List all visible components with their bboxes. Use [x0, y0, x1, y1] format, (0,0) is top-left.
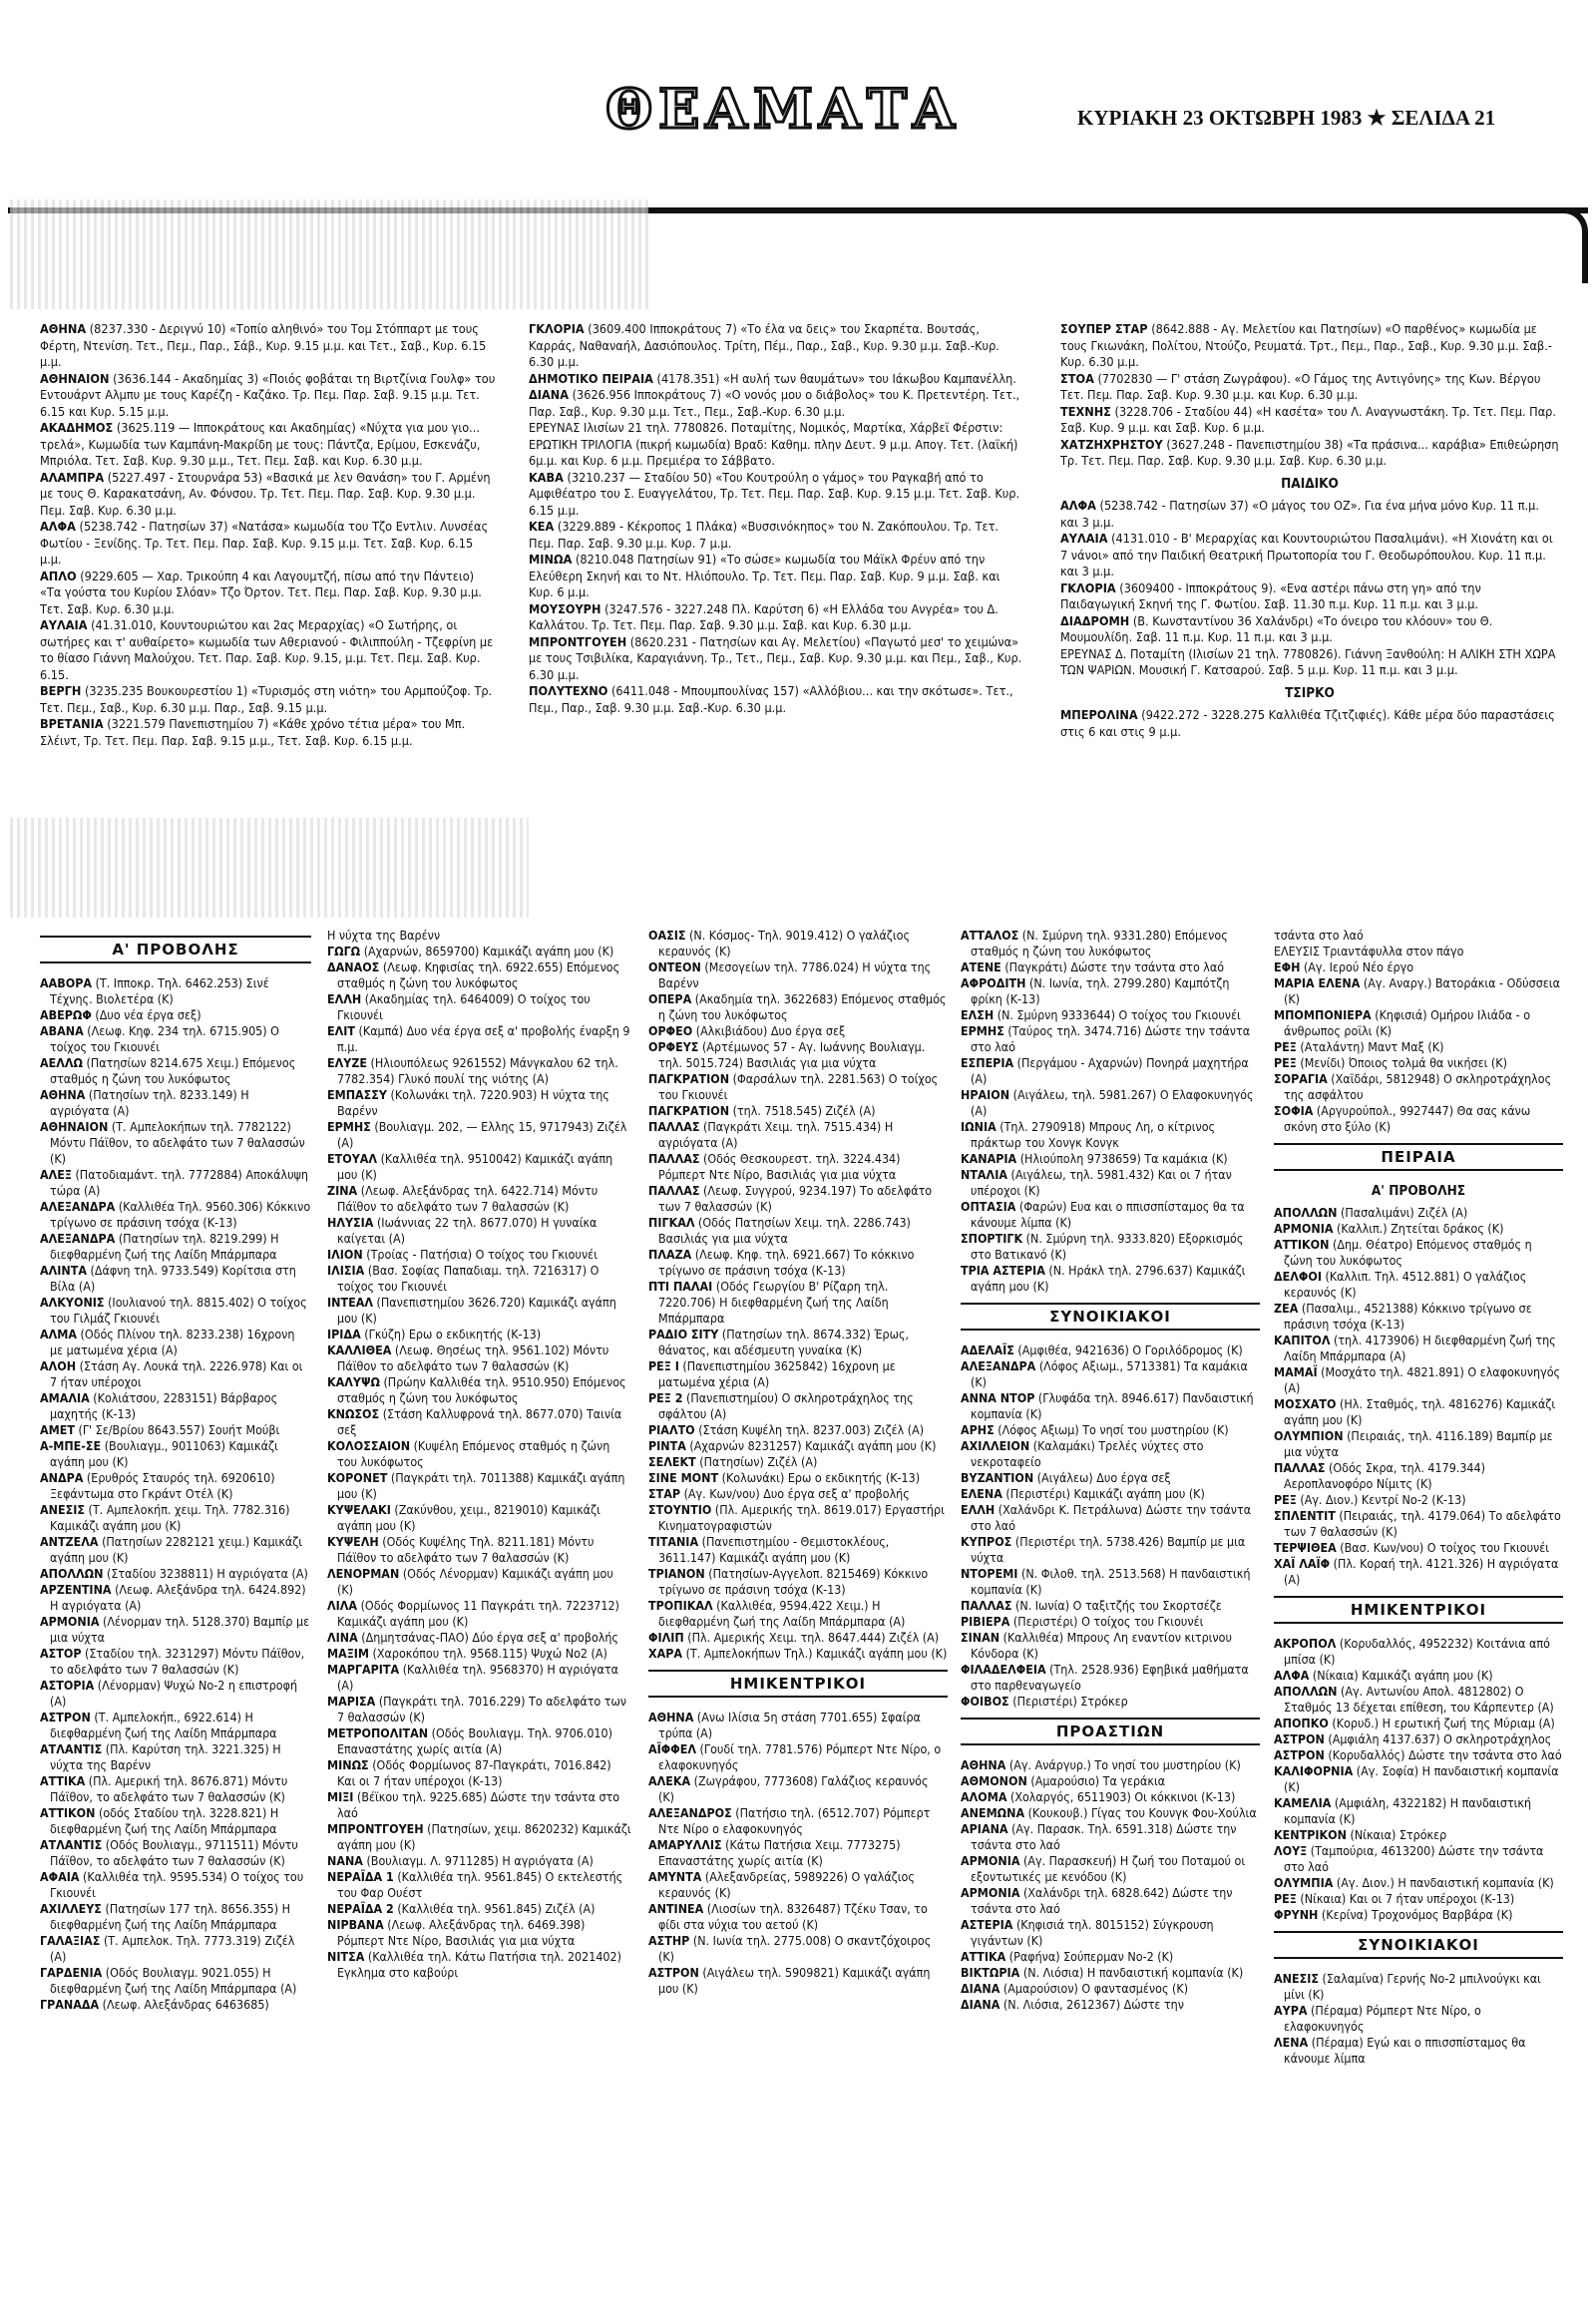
cinema-listing: ΑΤΤΙΚΑ (Ραφήνα) Σούπερμαν Νο-2 (Κ) — [961, 1949, 1174, 1964]
cinema-listing: ΤΡΙΑ ΑΣΤΕΡΙΑ (Ν. Ηράκλ τηλ. 2796.637) Καμικάζι αγάπη μου (Κ) — [961, 1263, 1246, 1294]
circus-listing: ΜΠΕΡΟΛΙΝΑ (9422.272 - 3228.275 Καλλιθέα Τζιτζιφιές). Κάθε μέρα δύο παραστάσεις στις 6 και στις 9 μ.μ. — [1060, 707, 1555, 739]
dateline: ΚΥΡΙΑΚΗ 23 ΟΚΤΩΒΡΗ 1983 ★ ΣΕΛΙΔΑ 21 — [1077, 106, 1496, 130]
children-theatre-heading: ΠΑΙΔΙΚΟ — [1281, 475, 1339, 492]
cinema-listing: ΒΙΚΤΩΡΙΑ (Ν. Λιόσια) Η πανδαιστική κομπανία (Κ) — [961, 1965, 1244, 1980]
cinema-column-4 — [961, 928, 1260, 2013]
cinema-listing: ΑΛΕΞΑΝΔΡΑ (Λόφος Αξιωμ., 5713381) Τα καμάκια (Κ) — [961, 1358, 1248, 1389]
cinema-listing: ΧΑΪ ΛΑΪΦ (Πλ. Κοραή τηλ. 4121.326) Η αγριόγατα (Α) — [1274, 1556, 1559, 1587]
cinema-listing: ΓΑΡΔΕΝΙΑ (Οδός Βουλιαγμ. 9021.055) Η διεφθαρμένη ζωή της Λαίδη Μπάρμπαρα (Α) — [40, 1965, 297, 1996]
cinema-listing: ΣΟΦΙΑ (Αργυρούπολ., 9927447) Θα σας κάνω σκόνη στο ξύλο (Κ) — [1274, 1103, 1531, 1134]
cinema-listing: ΑΠΟΠΚΟ (Κορυδ.) Η ερωτική ζωή της Μύριαμ (Α) — [1274, 1716, 1555, 1730]
faded-banner-top — [10, 199, 648, 309]
theatre-listing: ΒΕΡΓΗ (3235.235 Βουκουρεστίου 1) «Τυρισμός στη νιότη» του Αρμπούζοφ. Τρ. Τετ. Πεμ., Σαβ., Κυρ. 6.30 μ.μ. Παρ., Σαβ. 9.15 μ.μ. — [40, 683, 493, 715]
cinema-listing: ΑΜΑΡΥΛΛΙΣ (Κάτω Πατήσια Χειμ. 7773275) Επαναστάτης χωρίς αιτία (Κ) — [648, 1837, 901, 1868]
cinema-listing: ΑΣΤΟΡ (Σταδίου τηλ. 3231297) Μόντυ Πάϊθον, το αδελφάτο των 7 θαλασσών (Κ) — [40, 1646, 305, 1677]
cinema-listing: ΑΤΤΙΚΑ (Πλ. Αμερική τηλ. 8676.871) Μόντυ Πάϊθον, το αδελφάτο των 7 θαλασσών (Κ) — [40, 1773, 288, 1804]
cinema-listing: ΣΙΝΑΝ (Καλλιθέα) Μπρους Λη εναντίον κιτρινου Κόνδορα (Κ) — [961, 1630, 1232, 1661]
faded-banner-middle — [10, 818, 529, 918]
cinema-listing: ΑΝΤΖΕΛΑ (Πατησίων 2282121 χειμ.) Καμικάζι αγάπη μου (Κ) — [40, 1534, 303, 1565]
cinema-listing: ΑΒΕΡΩΦ (Δυο νέα έργα σεξ) — [40, 1007, 201, 1022]
cinema-listing: ΚΕΝΤΡΙΚΟΝ (Νίκαια) Στρόκερ — [1274, 1827, 1447, 1842]
cinema-listing: ΕΡΜΗΣ (Βουλιαγμ. 202, — Ελλης 15, 9717943) Ζιζέλ (Α) — [327, 1119, 627, 1150]
cinema-listing: ΔΙΑΝΑ (Αμαρούσιον) Ο φαντασμένος (Κ) — [961, 1981, 1189, 1996]
cinema-listing: ΑΦΑΙΑ (Καλλιθέα τηλ. 9595.534) Ο τοίχος του Γκιουνέι — [40, 1869, 304, 1900]
cinema-listing: ΣΟΡΑΓΙΑ (Χαϊδάρι, 5812948) Ο σκληροτράχηλος της ασφάλτου — [1274, 1071, 1552, 1102]
cinema-listing: ΛΕΝΑ (Πέραμα) Εγώ και ο ππισσπίσταμος θα κάνουμε λίμπα — [1274, 2035, 1526, 2066]
cinema-listing: ΑΤΤΙΚΟΝ (Δημ. Θέατρο) Επόμενος σταθμός η ζώνη του λυκόφωτος — [1274, 1237, 1532, 1268]
suburbs-heading: ΠΡΟΑΣΤΙΩΝ — [961, 1718, 1260, 1745]
cinema-listing: ΟΠΕΡΑ (Ακαδημία τηλ. 3622683) Επόμενος σταθμός η ζώνη του λυκόφωτος — [648, 991, 947, 1022]
cinema-listing: ΙΡΙΔΑ (Γκύζη) Ερω ο εκδικητής (Κ-13) — [327, 1327, 542, 1341]
cinema-listing: ΑΦΡΟΔΙΤΗ (Ν. Ιωνία, τηλ. 2799.280) Καμπότζη φρίκη (Κ-13) — [961, 975, 1230, 1006]
cinema-listing: ΡΕΞ 2 (Πανεπιστημίου) Ο σκληροτράχηλος της σφάλτου (Α) — [648, 1390, 914, 1421]
cinema-listing: ΑΤΤΑΛΟΣ (Ν. Σμύρνη τηλ. 9331.280) Επόμενος σταθμός η ζώνη του λυκόφωτος — [961, 928, 1228, 958]
cinema-listing: ΠΑΛΛΑΣ (Παγκράτι Χειμ. τηλ. 7515.434) Η αγριόγατα (Α) — [648, 1119, 894, 1150]
cinema-listing: ΑΣΤΗΡ (Ν. Ιωνία τηλ. 2775.008) Ο σκαντζόχοιρος (Κ) — [648, 1933, 932, 1964]
cinema-listing: ΕΛΛΗ (Χαλάνδρι Κ. Πετράλωνα) Δώστε την τσάντα στο λαό — [961, 1502, 1252, 1533]
cinema-listing: ΠΛΑΖΑ (Λεωφ. Κηφ. τηλ. 6921.667) Το κόκκινο τρίγωνο σε πράσινη τσόχα (Κ-13) — [648, 1247, 915, 1278]
cinema-listing: ΛΟΥΞ (Ταμπούρια, 4613200) Δώστε την τσάντα στο λαό — [1274, 1843, 1544, 1874]
cinema-listing: ΣΤΟΥΝΤΙΟ (Πλ. Αμερικής τηλ. 8619.017) Εργαστήρι Κινηματογραφιστών — [648, 1502, 945, 1533]
theatre-column-1 — [40, 321, 497, 749]
cinema-listing: ΑΠΟΛΛΩΝ (Αγ. Αντωνίου Απολ. 4812802) Ο Σταθμός 13 δέχεται επίθεση, του Κάρπεντερ (Α) — [1274, 1684, 1554, 1715]
cinema-column-3 — [648, 928, 948, 1997]
cinema-listing: ΛΙΛΑ (Οδός Φορμίωνος 11 Παγκράτι τηλ. 7223712) Καμικάζι αγάπη μου (Κ) — [327, 1598, 619, 1629]
cinema-listing: ΑΠΟΛΛΩΝ (Σταδίου 3238811) Η αγριόγατα (Α) — [40, 1566, 308, 1581]
children-listing: ΕΡΕΥΝΑΣ Δ. Ποταμίτη (Ιλισίων 21 τηλ. 7780826). Γιάννη Ξανθούλη: Η ΑΛΙΚΗ ΣΤΗ ΧΩΡΑ ΤΩΝ ΨΑΡΙΩΝ. Μουσική Γ. Κατσαρού. Σαβ. 5 μ.μ. Κυρ. 11 π.μ. και 3 μ.μ. — [1060, 645, 1556, 677]
first-run-heading: Α' ΠΡΟΒΟΛΗΣ — [40, 936, 311, 963]
cinema-listing: ΚΟΛΟΣΣΑΙΟΝ (Κυψέλη Επόμενος σταθμός η ζώνη του λυκόφωτος — [327, 1438, 610, 1469]
cinema-listing: ΛΕΝΟΡΜΑΝ (Οδός Λένορμαν) Καμικάζι αγάπη μου (Κ) — [327, 1566, 613, 1597]
children-listing: ΓΚΛΟΡΙΑ (3609400 - Ιπποκράτους 9). «Ενα αστέρι πάνω στη γη» από την Παιδαγωγική Σκηνή της Γ. Φωτίου. Σαβ. 11.30 π.μ. Κυρ. 11 π.μ. και 3 μ.μ. — [1060, 579, 1481, 611]
cinema-listing: ΕΛΣΗ (Ν. Σμύρνη 9333644) Ο τοίχος του Γκιουνέι — [961, 1007, 1241, 1022]
cinema-listing: ΑΝΤΙΝΕΑ (Λιοσίων τηλ. 8326487) Τζέκυ Τσαν, το φίδι στα νύχια του αετού (Κ) — [648, 1901, 928, 1932]
cinema-listing: Η νύχτα της Βαρένν — [327, 928, 441, 943]
cinema-listing: ΝΕΡΑΪΔΑ 1 (Καλλιθέα τηλ. 9561.845) Ο εκτελεστής του Φαρ Ουέστ — [327, 1869, 623, 1900]
theatre-listing: ΑΛΑΜΠΡΑ (5227.497 - Στουρνάρα 53) «Βασικά με λεν Θανάση» του Γ. Αρμένη με τους Θ. Καρακατσάνη, Αν. Φόνσου. Τρ. Τετ. Πεμ. Παρ. Σαβ. Κυρ. 9.30 μ.μ. Πεμ. Σαβ. Κυρ. 6.30 μ.μ. — [40, 469, 491, 518]
cinema-listing: ΑΠΟΛΛΩΝ (Πασαλιμάνι) Ζιζέλ (Α) — [1274, 1205, 1468, 1220]
cinema-listing: ΕΛΕΝΑ (Περιστέρι) Καμικάζι αγάπη μου (Κ) — [961, 1486, 1205, 1501]
theatre-listing: ΑΥΛΑΙΑ (41.31.010, Κουντουριώτου και 2ας Μεραρχίας) «Ο Σωτήρης, οι σωτήρες και τ' αυθαίρετο» κωμωδία των Αθεριανού - Φιλιππούλη - Τζεφρίνη με το θίασο Γιάννη Μαλούχου. Τετ. Παρ. Σαβ. Κυρ. 9.15, μ.μ. Τετ. Πεμ. Σαβ. Κυρ. 6.15. — [40, 617, 494, 682]
cinema-listing: ΝΤΟΡΕΜΙ (Ν. Φιλοθ. τηλ. 2513.568) Η πανδαιστική κομπανία (Κ) — [961, 1566, 1251, 1597]
cinema-listing: ΑΝΕΣΙΣ (Τ. Αμπελοκήπ. χειμ. Τηλ. 7782.316) Καμικάζι αγάπη μου (Κ) — [40, 1502, 290, 1533]
theatre-column-3 — [1060, 321, 1559, 740]
cinema-listing: ΚΑΛΛΙΘΕΑ (Λεωφ. Θησέως τηλ. 9561.102) Μόντυ Πάϊθον το αδελφάτο των 7 θαλασσών (Κ) — [327, 1342, 609, 1373]
cinema-listing: ΠΑΛΛΑΣ (Οδός Σκρα, τηλ. 4179.344) Αεροπλανοφόρο Νίμιτς (Κ) — [1274, 1460, 1485, 1491]
cinema-listing: ΙΛΙΟΝ (Τροίας - Πατήσια) Ο τοίχος του Γκιουνέι — [327, 1247, 598, 1262]
cinema-listing: ΦΙΛΑΔΕΛΦΕΙΑ (Τηλ. 2528.936) Εφηβικά μαθήματα στο παρθεναγωγείο — [961, 1662, 1249, 1693]
cinema-listing: ΑΘΗΝΑ (Ανω Ιλίσια 5η στάση 7701.655) Σφαίρα τρύπα (Α) — [648, 1710, 921, 1740]
section-title: ΘΕΑΜΑΤΑ — [605, 77, 961, 141]
cinema-listing: ΡΑΔΙΟ ΣΙΤΥ (Πατησίων τηλ. 8674.332) Έρως, θάνατος, και αδέσμευτη γυναίκα (Κ) — [648, 1327, 910, 1357]
cinema-listing: ΡΕΞ Ι (Πανεπιστημίου 3625842) 16χρονη με ματωμένα χέρια (Α) — [648, 1358, 896, 1389]
cinema-listing: ΕΛΥΖΕ (Ηλιουπόλεως 9261552) Μάνγκαλου 62 τηλ. 7782.354) Γλυκό πουλί της νιότης (Α) — [327, 1055, 618, 1086]
theatre-listing: ΑΠΛΟ (9229.605 — Χαρ. Τρικούπη 4 και Λαγουμτζή, πίσω από την Πάντειο) «Τα γούστα του Κυρίου Σλόαν» Τζο Όρτον. Τετ. Πεμ. Παρ. Σαβ. Κυρ. 9.30 μ.μ. Τετ. Σαβ. Κυρ. 6.30 μ.μ. — [40, 568, 482, 616]
piraeus-semi-central-heading: ΗΜΙΚΕΝΤΡΙΚΟΙ — [1274, 1596, 1563, 1624]
cinema-listing: ΙΩΝΙΑ (Τηλ. 2790918) Μπρους Λη, ο κίτρινος πράκτωρ του Χονγκ Κονγκ — [961, 1119, 1216, 1150]
cinema-listing: ΑΘΗΝΑ (Πατησίων τηλ. 8233.149) Η αγριόγατα (Α) — [40, 1087, 249, 1118]
cinema-listing: ΚΝΩΣΟΣ (Στάση Καλλυφρονά τηλ. 8677.070) Ταινία σεξ — [327, 1406, 622, 1437]
cinema-listing: ΟΛΥΜΠΙΑ (Αγ. Διον.) Η πανδαιστική κομπανία (Κ) — [1274, 1875, 1554, 1890]
piraeus-neighbourhood-heading: ΣΥΝΟΙΚΙΑΚΟΙ — [1274, 1931, 1563, 1959]
cinema-listing: ΟΛΥΜΠΙΟΝ (Πειραιάς, τηλ. 4116.189) Βαμπίρ με μια νύχτα — [1274, 1428, 1553, 1459]
cinema-listing: ΡΕΞ (Αγ. Διον.) Κεντρί Νο-2 (Κ-13) — [1274, 1492, 1466, 1507]
cinema-listing: ΚΟΡΟΝΕΤ (Παγκράτι τηλ. 7011388) Καμικάζι αγάπη μου (Κ) — [327, 1470, 625, 1501]
cinema-listing: ΠΤΙ ΠΑΛΑΙ (Οδός Γεωργίου Β' Ρίζαρη τηλ. 7220.706) Η διεφθαρμένη ζωή της Λαίδη Μπάρμπαρα — [648, 1279, 889, 1326]
cinema-listing: ΑΣΤΡΟΝ (Αιγάλεω τηλ. 5909821) Καμικάζι αγάπη μου (Κ) — [648, 1965, 931, 1996]
cinema-listing: ΟΡΦΕΟ (Αλκιβιάδου) Δυο έργα σεξ — [648, 1023, 846, 1038]
theatre-listing: ΜΙΝΩΑ (8210.048 Πατησίων 91) «Το σώσε» κωμωδία του Μάϊκλ Φρέυν από την Ελεύθερη Σκηνή και το Ντ. Ηλιόπουλο. Τρ. Τετ. Πεμ. Παρ. Σαβ. Κυρ. 9 μ.μ. Σαβ. και Κυρ. 6 μ.μ. — [529, 552, 1000, 599]
cinema-listing: ΑΛΟΗ (Στάση Αγ. Λουκά τηλ. 2226.978) Και οι 7 ήταν υπέροχοι — [40, 1358, 303, 1389]
cinema-listing: ΜΙΝΩΣ (Οδός Φορμίωνος 87-Παγκράτι, 7016.842) Και οι 7 ήταν υπέροχοι (Κ-13) — [327, 1757, 611, 1788]
cinema-listing: ΑΒΑΝΑ (Λεωφ. Κηφ. 234 τηλ. 6715.905) Ο τοίχος του Γκιουνέι — [40, 1023, 279, 1054]
cinema-listing: ΑΜΕΤ (Γ' Σε/Βρίου 8643.557) Σουήτ Μούβι — [40, 1422, 280, 1437]
theatre-listing: ΑΘΗΝΑ (8237.330 - Δεριγνύ 10) «Τοπίο αληθινό» του Τομ Στόππαρτ με τους Φέρτη, Ντενίση. Τετ., Πεμ., Παρ., Σάβ., Κυρ. 9.15 μ.μ. και Τετ., Σαβ., Κυρ. 6.15 μ.μ. — [40, 321, 487, 369]
cinema-listing: ΠΙΓΚΑΛ (Οδός Πατησίων Χειμ. τηλ. 2286.743) Βασιλιάς για μια νύχτα — [648, 1215, 911, 1246]
cinema-listing: ΜΠΟΜΠΟΝΙΕΡΑ (Κηφισιά) Ομήρου Ιλιάδα - ο άνθρωπος ροϊλι (Κ) — [1274, 1007, 1531, 1038]
cinema-listing: ΤΡΟΠΙΚΑΛ (Καλλιθέα, 9594.422 Χειμ.) Η διεφθαρμένη ζωή της Λαίδη Μπάρμπαρα (Α) — [648, 1598, 906, 1629]
theatre-listing: ΤΕΧΝΗΣ (3228.706 - Σταδίου 44) «Η κασέτα» του Λ. Αναγνωστάκη. Τρ. Τετ. Πεμ. Παρ. Σαβ. Κυρ. 9 μ.μ. και Σαβ. Κυρ. 6 μ.μ. — [1060, 403, 1556, 435]
cinema-listing: ΕΜΠΑΣΣΥ (Κολωνάκι τηλ. 7220.903) Η νύχτα της Βαρένν — [327, 1087, 609, 1118]
theatre-listing: ΔΗΜΟΤΙΚΟ ΠΕΙΡΑΙΑ (4178.351) «Η αυλή των θαυμάτων» του Ιάκωβου Καμπανέλλη. — [529, 370, 1016, 386]
cinema-listing: ΑΑΒΟΡΑ (Τ. Ιπποκρ. Τηλ. 6462.253) Σινέ Τέχνης. Βιολετέρα (Κ) — [40, 975, 269, 1006]
cinema-listing: ΑΧΙΛΛΕΙΟΝ (Καλαμάκι) Τρελές νύχτες στο νεκροταφείο — [961, 1438, 1204, 1469]
cinema-listing: Α-ΜΠΕ-ΣΕ (Βουλιαγμ., 9011063) Καμικάζι αγάπη μου (Κ) — [40, 1438, 278, 1469]
cinema-listing: ΚΥΨΕΛΑΚΙ (Ζακύνθου, χειμ., 8219010) Καμικάζι αγάπη μου (Κ) — [327, 1502, 600, 1533]
cinema-listing: ΜΑΡΓΑΡΙΤΑ (Καλλιθέα τηλ. 9568370) Η αγριόγατα (Α) — [327, 1662, 618, 1693]
cinema-listing: ΗΡΑΙΟΝ (Αιγάλεω, τηλ. 5981.267) Ο Ελαφοκυνηγός (Α) — [961, 1087, 1254, 1118]
cinema-listing: ΠΑΛΛΑΣ (Ν. Ιωνία) Ο ταξιτζής του Σκορτσέζε — [961, 1598, 1222, 1613]
cinema-listing: ΤΙΤΑΝΙΑ (Πανεπιστημίου - Θεμιστοκλέους, 3611.147) Καμικάζι αγάπη μου (Κ) — [648, 1534, 890, 1565]
cinema-listing: ΝΤΑΛΙΑ (Αιγάλεω, τηλ. 5981.432) Και οι 7 ήταν υπέροχοι (Κ) — [961, 1167, 1232, 1198]
cinema-listing: ΑΘΜΟΝΟΝ (Αμαρούσιο) Τα γεράκια — [961, 1773, 1166, 1788]
cinema-listing: ΛΙΝΑ (Δημητσάνας-ΠΑΟ) Δύο έργα σεξ α' προβολής — [327, 1630, 618, 1645]
cinema-listing: ΜΑΡΙΣΑ (Παγκράτι τηλ. 7016.229) Το αδελφάτο των 7 θαλασσών (Κ) — [327, 1694, 627, 1724]
cinema-listing: ΑΝΕΜΩΝΑ (Κουκουβ.) Γίγας του Κουνγκ Φου-Χούλια — [961, 1805, 1257, 1820]
cinema-listing: ΙΛΙΣΙΑ (Βασ. Σοφίας Παπαδιαμ. τηλ. 7216317) Ο τοίχος του Γκιουνέι — [327, 1263, 599, 1294]
cinema-listing: ΑΡΜΟΝΙΑ (Αγ. Παρασκευή) Η ζωή του Ποταμού οι εξοντωτικές με κενόδου (Κ) — [961, 1853, 1246, 1884]
theatre-listing: ΣΤΟΑ (7702830 — Γ' στάση Ζωγράφου). «Ο Γάμος της Αντιγόνης» της Κων. Βέργου Τετ. Πεμ. Παρ. Σαβ. Κυρ. 9.30 μ.μ. και Κυρ. 6.30 μ.μ. — [1060, 370, 1541, 402]
cinema-column-5 — [1274, 928, 1563, 2067]
cinema-listing: ΕΡΜΗΣ (Ταύρος τηλ. 3474.716) Δώστε την τσάντα στο λαό — [961, 1023, 1251, 1054]
cinema-listing: ΟΑΣΙΣ (Ν. Κόσμος- Τηλ. 9019.412) Ο γαλάζιος κεραυνός (Κ) — [648, 928, 910, 958]
cinema-listing: ΤΡΙΑΝΟΝ (Πατησίων-Αγγελοπ. 8215469) Κόκκινο τρίγωνο σε πράσινη τσόχα (Κ-13) — [648, 1566, 929, 1597]
cinema-listing: ΧΑΡΑ (Τ. Αμπελοκήπων Τηλ.) Καμικάζι αγάπη μου (Κ) — [648, 1646, 948, 1661]
cinema-listing: ΑΛΦΑ (Νίκαια) Καμικάζι αγάπη μου (Κ) — [1274, 1668, 1493, 1683]
cinema-listing: ΑΥΡΑ (Πέραμα) Ρόμπερτ Ντε Νίρο, ο ελαφοκυνηγός — [1274, 2003, 1481, 2034]
cinema-listing: ΔΕΛΦΟΙ (Καλλιπ. Τηλ. 4512.881) Ο γαλάζιος κεραυνός (Κ) — [1274, 1269, 1527, 1300]
cinema-listing: ΡΙΑΛΤΟ (Στάση Κυψέλη τηλ. 8237.003) Ζιζέλ (Α) — [648, 1422, 925, 1437]
cinema-listing: ΖΙΝΑ (Λεωφ. Αλεξάνδρας τηλ. 6422.714) Μόντυ Πάϊθον το αδελφάτο των 7 θαλασσών (Κ) — [327, 1183, 598, 1214]
theatre-listing: ΑΚΑΔΗΜΟΣ (3625.119 — Ιπποκράτους και Ακαδημίας) «Νύχτα για μου γιο... τρελά», Κωμωδία των Καμπάνη-Μακρίδη με τους: Πάντζα, Ερίμου, Εσκενάζυ, Μπριόλα. Τετ. Σαβ. Κυρ. 9.30 μ.μ., Τετ. Πεμ. Σαβ. και Κυρ. 6.30 μ.μ. — [40, 420, 481, 468]
theatre-listing: ΧΑΤΖΗΧΡΗΣΤΟΥ (3627.248 - Πανεπιστημίου 38) «Τα πράσινα... καράβια» Επιθεώρηση Τρ. Τετ. Πεμ. Παρ. Σαβ. Κυρ. 9.30 μ.μ. Σαβ. Κυρ. 6.30 μ.μ. — [1060, 436, 1559, 468]
cinema-listing: ΜΑΡΙΑ ΕΛΕΝΑ (Αγ. Αναργ.) Βατοράκια - Οδύσσεια (Κ) — [1274, 975, 1560, 1006]
cinema-listing: ΑΧΙΛΛΕΥΣ (Πατησίων 177 τηλ. 8656.355) Η διεφθαρμένη ζωή της Λαίδη Μπάρμπαρα — [40, 1901, 290, 1932]
cinema-listing: ΟΠΤΑΣΙΑ (Φαρών) Ευα και ο ππισσπίσταμος θα τα κάνουμε λίμπα (Κ) — [961, 1199, 1245, 1230]
cinema-listing: ΕΣΠΕΡΙΑ (Περγάμου - Αχαρνών) Πονηρά μαχητήρα (Α) — [961, 1055, 1249, 1086]
cinema-listing: ΑΡΜΟΝΙΑ (Λένορμαν τηλ. 5128.370) Βαμπίρ με μια νύχτα — [40, 1614, 310, 1645]
piraeus-first-run-heading: Α' ΠΡΟΒΟΛΗΣ — [1371, 1183, 1466, 1199]
cinema-listing: ΑΤΤΙΚΟΝ (οδός Σταδίου τηλ. 3228.821) Η διεφθαρμένη ζωή της Λαίδη Μπάρμπαρα — [40, 1805, 279, 1836]
cinema-listing: ΑΝΕΣΙΣ (Σαλαμίνα) Γερνής Νο-2 μπιλνούγκι και μίνι (Κ) — [1274, 1971, 1541, 2002]
cinema-listing: ΑΝΔΡΑ (Ερυθρός Σταυρός τηλ. 6920610) Ξεφάντωμα στο Γκράντ Οτέλ (Κ) — [40, 1470, 275, 1501]
cinema-listing: ΟΝΤΕΟΝ (Μεσογείων τηλ. 7786.024) Η νύχτα της Βαρένν — [648, 959, 932, 990]
cinema-listing: ΙΝΤΕΑΛ (Πανεπιστημίου 3626.720) Καμικάζι αγάπη μου (Κ) — [327, 1295, 616, 1326]
cinema-listing: ΡΕΞ (Νίκαια) Και οι 7 ήταν υπέροχοι (Κ-13) — [1274, 1891, 1515, 1906]
neighbourhood-heading: ΣΥΝΟΙΚΙΑΚΟΙ — [961, 1303, 1260, 1331]
cinema-listing: ΕΛΕΥΣΙΣ Τριαντάφυλλα στον πάγο — [1274, 944, 1464, 958]
cinema-listing: ΑΛΕΞ (Πατοδιαμάντ. τηλ. 7772884) Αποκάλυψη τώρα (Α) — [40, 1167, 308, 1198]
cinema-listing: ΑΝΝΑ ΝΤΟΡ (Γλυφάδα τηλ. 8946.617) Πανδαιστική κομπανία (Κ) — [961, 1390, 1254, 1421]
theatre-listing: ΜΟΥΣΟΥΡΗ (3247.576 - 3227.248 Πλ. Καρύτση 6) «Η Ελλάδα του Ανγρέα» του Δ. Καλλάτου. Τρ. Τετ. Πεμ. Παρ. Σαβ. 9.30 μ.μ. Σαβ. και Κυρ. 6.30 μ.μ. — [529, 600, 998, 632]
semi-central-heading: ΗΜΙΚΕΝΤΡΙΚΟΙ — [648, 1670, 948, 1698]
cinema-listing: ΦΟΙΒΟΣ (Περιστέρι) Στρόκερ — [961, 1694, 1128, 1709]
cinema-listing: ΝΙΤΣΑ (Καλλιθέα τηλ. Κάτω Πατήσια τηλ. 2021402) Εγκλημα στο καβούρι — [327, 1949, 621, 1980]
cinema-listing: ΝΙΡΒΑΝΑ (Λεωφ. Αλεξάνδρας τηλ. 6469.398) Ρόμπερτ Ντε Νίρο, Βασιλιάς για μια νύχτα — [327, 1917, 586, 1948]
cinema-listing: ΑΛΕΞΑΝΔΡΑ (Καλλιθέα Τηλ. 9560.306) Κόκκινο τρίγωνο σε πράσινη τσόχα (Κ-13) — [40, 1199, 311, 1230]
cinema-listing: ΑΡΙΑΝΑ (Αγ. Παρασκ. Τηλ. 6591.318) Δώστε την τσάντα στο λαό — [961, 1821, 1237, 1852]
cinema-listing: ΓΡΑΝΑΔΑ (Λεωφ. Αλεξάνδρας 6463685) — [40, 1997, 269, 2012]
cinema-listing: ΣΤΑΡ (Αγ. Κων/νου) Δυο έργα σεξ α' προβολής — [648, 1486, 910, 1501]
cinema-listing: ΑΘΗΝΑΙΟΝ (Τ. Αμπελοκήπων τηλ. 7782122) Μόντυ Πάϊθον, το αδελφάτο των 7 θαλασσών (Κ) — [40, 1119, 305, 1166]
cinema-listing: ΑΤΕΝΕ (Παγκράτι) Δώστε την τσάντα στο λαό — [961, 959, 1225, 974]
theatre-listing: ΚΑΒΑ (3210.237 — Σταδίου 50) «Του Κουτρούλη ο γάμος» του Ραγκαβή από το Αμφιθέατρο του Σ. Ευαγγελάτου, Τρ. Τετ. Πεμ. Παρ. Σαβ. Κυρ. 9.15 μ.μ. Τετ. Σαβ. Κυρ. 6.15 μ.μ. — [529, 469, 1020, 518]
cinema-listing: ΑΜΑΛΙΑ (Κολιάτσου, 2283151) Βάρβαρος μαχητής (Κ-13) — [40, 1390, 278, 1421]
theatre-column-2 — [529, 321, 1027, 716]
cinema-listing: ΑΛΟΜΑ (Χολαργός, 6511903) Οι κόκκινοι (Κ-13) — [961, 1789, 1236, 1804]
theatre-listing: ΣΟΥΠΕΡ ΣΤΑΡ (8642.888 - Αγ. Μελετίου και Πατησίων) «Ο παρθένος» κωμωδία με τους Γκιωνάκη, Πολίτου, Ντούζο, Ρευματά. Τρτ., Πεμ., Παρ., Σαβ., Κυρ. 9.30 μ.μ. Σαβ.-Κυρ. 6.30 μ.μ. — [1060, 321, 1552, 369]
piraeus-heading: ΠΕΙΡΑΙΑ — [1274, 1143, 1563, 1171]
theatre-listing: ΒΡΕΤΑΝΙΑ (3221.579 Πανεπιστημίου 7) «Κάθε χρόνο τέτια μέρα» του Μπ. Σλέιντ, Τρ. Τετ. Πεμ. Παρ. Σαβ. 9.15 μ.μ., Τετ. Σαβ. Κυρ. 6.15 μ.μ. — [40, 716, 466, 748]
cinema-listing: ΑΡΗΣ (Λόφος Αξιωμ) Το νησί του μυστηρίου (Κ) — [961, 1422, 1229, 1437]
cinema-listing: ΑΣΤΡΟΝ (Τ. Αμπελοκήπ., 6922.614) Η διεφθαρμένη ζωή της Λαίδη Μπάρμπαρα — [40, 1710, 277, 1740]
cinema-listing: ΜΑΜΑΪ (Μοσχάτο τηλ. 4821.891) Ο ελαφοκυνηγός (Α) — [1274, 1364, 1561, 1395]
cinema-listing: ΡΙΒΙΕΡΑ (Περιστέρι) Ο τοίχος του Γκιουνέι — [961, 1614, 1204, 1629]
theatre-listing: ΔΙΑΝΑ (3626.956 Ιπποκράτους 7) «Ο νονός μου ο διάβολος» του Κ. Πρετεντέρη. Τετ., Παρ. Σαβ., Κυρ. 9.30 μ.μ. Τετ., Πεμ., Σαβ.-Κυρ. 6.30 μ.μ. — [529, 387, 1020, 419]
cinema-listing: ΔΑΝΑΟΣ (Λεωφ. Κηφισίας τηλ. 6922.655) Επόμενος σταθμός η ζώνη του λυκόφωτος — [327, 959, 620, 990]
cinema-listing: ΑΣΤΡΟΝ (Κορυδαλλός) Δώστε την τσάντα στο λαό — [1274, 1747, 1562, 1762]
cinema-listing: ΡΕΞ (Αταλάντη) Μαντ Μαξ (Κ) — [1274, 1039, 1444, 1054]
cinema-listing: ΑΕΛΛΩ (Πατησίων 8214.675 Χειμ.) Επόμενος σταθμός η ζώνη του λυκόφωτος — [40, 1055, 296, 1086]
cinema-listing: ΡΕΞ (Μενίδι) Όποιος τολμά θα νικήσει (Κ) — [1274, 1055, 1507, 1070]
cinema-listing: ΟΡΦΕΥΣ (Αρτέμωνος 57 - Αγ. Ιωάννης Βουλιαγμ. τηλ. 5015.724) Βασιλιάς για μια νύχτα — [648, 1039, 926, 1070]
cinema-listing: ΣΙΝΕ ΜΟΝΤ (Κολωνάκι) Ερω ο εκδικητής (Κ-13) — [648, 1470, 921, 1485]
cinema-listing: ΜΑΞΙΜ (Χαροκόπου τηλ. 9568.115) Ψυχώ Νο2 (Α) — [327, 1646, 607, 1661]
cinema-listing: ΔΙΑΝΑ (Ν. Λιόσια, 2612367) Δώστε την — [961, 1997, 1184, 2012]
cinema-listing: ΝΕΡΑΪΔΑ 2 (Καλλιθέα τηλ. 9561.845) Ζιζέλ (Α) — [327, 1901, 596, 1916]
cinema-listing: ΑΜΥΝΤΑ (Αλεξανδρείας, 5989226) Ο γαλάζιος κεραυνός (Κ) — [648, 1869, 915, 1900]
corner-bracket — [1558, 207, 1588, 283]
cinema-listing: ΜΕΤΡΟΠΟΛΙΤΑΝ (Οδός Βουλιαγμ. Τηλ. 9706.010) Επαναστάτης χωρίς αιτία (Α) — [327, 1725, 612, 1756]
cinema-listing: ΑΤΛΑΝΤΙΣ (Οδός Βουλιαγμ., 9711511) Μόντυ Πάϊθον, το αδελφάτο των 7 θαλασσών (Κ) — [40, 1837, 298, 1868]
cinema-listing: ΑΛΜΑ (Οδός Πλίνου τηλ. 8233.238) 16χρονη με ματωμένα χέρια (Α) — [40, 1327, 295, 1357]
cinema-listing: ΑΔΕΛΑΪΣ (Αμφιθέα, 9421636) Ο Γοριλόδρομος (Κ) — [961, 1342, 1243, 1357]
cinema-listing: ΣΠΛΕΝΤΙΤ (Πειραιάς, τηλ. 4179.064) Το αδελφάτο των 7 θαλασσών (Κ) — [1274, 1508, 1561, 1539]
cinema-listing: ΚΑΝΑΡΙΑ (Ηλιούπολη 9738659) Τα καμάκια (Κ) — [961, 1151, 1228, 1166]
theatre-listing: ΜΠΡΟΝΤΓΟΥΕΗ (8620.231 - Πατησίων και Αγ. Μελετίου) «Παγωτό μεσ' το χειμώνα» με τους Τσιβιλίκα, Καραγιάννη. Τρ., Τετ., Πεμ., Σαβ. Κυρ. 9.30 μ.μ. και Πεμ., Σαβ., Κυρ. 6.30 μ.μ. — [529, 633, 1022, 682]
cinema-listing: ΣΠΟΡΤΙΓΚ (Ν. Σμύρνη τηλ. 9333.820) Εξορκισμός στο Βατικανό (Κ) — [961, 1231, 1244, 1262]
cinema-listing: ΕΛΙΤ (Καμπά) Δυο νέα έργα σεξ α' προβολής έναρξη 9 π.μ. — [327, 1023, 630, 1054]
cinema-listing: ΑΤΛΑΝΤΙΣ (Πλ. Καρύτση τηλ. 3221.325) Η νύχτα της Βαρένν — [40, 1741, 281, 1772]
cinema-listing: ΑΛΕΞΑΝΔΡΟΣ (Πατήσιο τηλ. (6512.707) Ρόμπερτ Ντε Νίρο ο ελαφοκυνηγός — [648, 1805, 931, 1836]
cinema-listing: ΑΛΕΞΑΝΔΡΑ (Πατησίων τηλ. 8219.299) Η διεφθαρμένη ζωή της Λαίδη Μπάρμπαρα — [40, 1231, 279, 1262]
cinema-listing: ΓΩΓΩ (Αχαρνών, 8659700) Καμικάζι αγάπη μου (Κ) — [327, 944, 614, 958]
cinema-listing: τσάντα στο λαό — [1274, 928, 1364, 943]
cinema-listing: ΑΡΜΟΝΙΑ (Χαλάνδρι τηλ. 6828.642) Δώστε την τσάντα στο λαό — [961, 1885, 1233, 1916]
cinema-listing: ΑΚΡΟΠΟΛ (Κορυδαλλός, 4952232) Κοιτάνια από μπίσα (Κ) — [1274, 1636, 1550, 1667]
cinema-listing: ΑΛΕΚΑ (Ζωγράφου, 7773608) Γαλάζιος κεραυνός (Κ) — [648, 1773, 929, 1804]
children-listing: ΑΥΛΑΙΑ (4131.010 - Β' Μεραρχίας και Κουντουριώτου Πασαλιμάνι). «Η Χιονάτη και οι 7 νάνοι» από την Παιδική Θεατρική Πρωτοπορία του Γ. Θεοδωρόπουλου. Κυρ. 11 π.μ. και 3 μ.μ. — [1060, 531, 1553, 578]
cinema-listing: ΕΦΗ (Αγ. Ιερού Νέο έργο — [1274, 959, 1414, 974]
cinema-listing: ΚΑΛΙΦΟΡΝΙΑ (Αγ. Σοφία) Η πανδαιστική κομπανία (Κ) — [1274, 1763, 1559, 1794]
cinema-column-1 — [40, 928, 311, 2013]
cinema-listing: ΠΑΛΛΑΣ (Λεωφ. Συγγρού, 9234.197) Το αδελφάτο των 7 θαλασσών (Κ) — [648, 1183, 933, 1214]
cinema-listing: ΣΕΛΕΚΤ (Πατησίων) Ζιζέλ (Α) — [648, 1454, 818, 1469]
cinema-listing: ΑΣΤΟΡΙΑ (Λένορμαν) Ψυχώ Νο-2 η επιστροφή (Α) — [40, 1678, 298, 1709]
cinema-column-2 — [327, 928, 631, 1981]
cinema-listing: ΒΥΖΑΝΤΙΟΝ (Αιγάλεω) Δυο έργα σεξ — [961, 1470, 1171, 1485]
cinema-listing: ΠΑΛΛΑΣ (Οδός Θεσκουρεστ. τηλ. 3224.434) Ρόμπερτ Ντε Νίρο, Βασιλιάς για μια νύχτα — [648, 1151, 901, 1182]
cinema-listing: ΑΛΚΥΟΝΙΣ (Ιουλιανού τηλ. 8815.402) Ο τοίχος του Γιλμάζ Γκιουνέι — [40, 1295, 307, 1326]
children-listing: ΔΙΑΔΡΟΜΗ (Β. Κωνσταντίνου 36 Χαλάνδρι) «Το όνειρο του κλόουν» του Θ. Μουμουλίδη. Σαβ. 11 π.μ. Κυρ. 11 π.μ. και 3 μ.μ. — [1060, 612, 1493, 644]
children-listing: ΑΛΦΑ (5238.742 - Πατησίων 37) «Ο μάγος του ΟΖ». Για ένα μήνα μόνο Κυρ. 11 π.μ. και 3 μ.μ. — [1060, 498, 1539, 530]
cinema-listing: ΑΛΙΝΤΑ (Δάφνη τηλ. 9733.549) Κορίτσια στη Βίλα (Α) — [40, 1263, 296, 1294]
cinema-listing: ΡΙΝΤΑ (Αχαρνών 8231257) Καμικάζι αγάπη μου (Κ) — [648, 1438, 937, 1453]
cinema-listing: ΜΙΞΙ (Βέϊκου τηλ. 9225.685) Δώστε την τσάντα στο λαό — [327, 1789, 620, 1820]
theatre-listing: ΠΟΛΥΤΕΧΝΟ (6411.048 - Μπουμπουλίνας 157) «Αλλόβιου... και την σκότωσε». Τετ., Πεμ., Παρ., Σαβ. 9.30 μ.μ. Σαβ.-Κυρ. 6.30 μ.μ. — [529, 683, 1013, 715]
cinema-listing: ΚΑΠΙΤΟΛ (τηλ. 4173906) Η διεφθαρμένη ζωή της Λαίδη Μπάρμπαρα (Α) — [1274, 1333, 1556, 1363]
masthead — [0, 77, 1596, 141]
cinema-listing: ΚΥΠΡΟΣ (Περιστέρι τηλ. 5738.426) Βαμπίρ με μια νύχτα — [961, 1534, 1246, 1565]
cinema-listing: ΕΛΛΗ (Ακαδημίας τηλ. 6464009) Ο τοίχος του Γκιουνέι — [327, 991, 591, 1022]
theatre-listing: ΑΘΗΝΑΙΟΝ (3636.144 - Ακαδημίας 3) «Ποιός φοβάται τη Βιρτζίνια Γουλφ» του Εντουάρντ Αλμπυ με τους Καρέζη - Καζάκο. Τρ. Πεμ. Παρ. Σαβ. 9.15 μ.μ. Τετ. 6.15 και Κυρ. 5.15 μ.μ. — [40, 370, 496, 419]
circus-heading: ΤΣΙΡΚΟ — [1285, 684, 1335, 701]
cinema-listing: ΦΙΛΙΠ (Πλ. Αμερικής Χειμ. τηλ. 8647.444) Ζιζέλ (Α) — [648, 1630, 940, 1645]
cinema-listing: ΦΡΥΝΗ (Κερίνα) Τροχονόμος Βαρβάρα (Κ) — [1274, 1907, 1513, 1922]
cinema-listing: ΕΤΟΥΑΛ (Καλλιθέα τηλ. 9510042) Καμικάζι αγάπη μου (Κ) — [327, 1151, 613, 1182]
cinema-listing: ΖΕΑ (Πασαλιμ., 4521388) Κόκκινο τρίγωνο σε πράσινη τσόχα (Κ-13) — [1274, 1301, 1532, 1332]
cinema-listing: ΑΪΦΦΕΛ (Γουδί τηλ. 7781.576) Ρόμπερτ Ντε Νίρο, ο ελαφοκυνηγός — [648, 1741, 942, 1772]
cinema-listing: ΚΑΛΥΨΩ (Πρώην Καλλιθέα τηλ. 9510.950) Επόμενος σταθμός η ζώνη του λυκόφωτος — [327, 1374, 626, 1405]
cinema-listing: ΤΕΡΨΙΘΕΑ (Βασ. Κων/νου) Ο τοίχος του Γκιουνέι — [1274, 1540, 1550, 1555]
cinema-listing: ΑΣΤΡΟΝ (Αμφιάλη 4137.637) Ο σκληροτράχηλος — [1274, 1731, 1552, 1746]
cinema-listing: ΑΡΜΟΝΙΑ (Καλλιπ.) Ζητείται δράκος (Κ) — [1274, 1221, 1504, 1236]
cinema-listing: ΜΠΡΟΝΤΓΟΥΕΗ (Πατησίων, χειμ. 8620232) Καμικάζι αγάπη μου (Κ) — [327, 1821, 631, 1852]
cinema-listing: ΑΣΤΕΡΙΑ (Κηφισιά τηλ. 8015152) Σύγκρουση γιγάντων (Κ) — [961, 1917, 1214, 1948]
theatre-listing: ΑΛΦΑ (5238.742 - Πατησίων 37) «Νατάσα» κωμωδία του Τζο Εντλιν. Λυνσέας Φωτίου - Ξενίδης. Τρ. Τετ. Πεμ. Παρ. Σαβ. Κυρ. 9.15 μ.μ. Τετ. Σαβ. Κυρ. 6.15 μ.μ. — [40, 519, 489, 567]
cinema-listing: ΑΡΖΕΝΤΙΝΑ (Λεωφ. Αλεξάνδρα τηλ. 6424.892) Η αγριόγατα (Α) — [40, 1582, 306, 1613]
cinema-listing: ΚΥΨΕΛΗ (Οδός Κυψέλης Τηλ. 8211.181) Μόντυ Πάϊθον το αδελφάτο των 7 θαλασσών (Κ) — [327, 1534, 595, 1565]
cinema-listing: ΑΘΗΝΑ (Αγ. Ανάργυρ.) Το νησί του μυστηρίου (Κ) — [961, 1757, 1241, 1772]
theatre-listing: ΓΚΛΟΡΙΑ (3609.400 Ιπποκράτους 7) «Το έλα να δεις» του Σκαρπέτα. Βουτσάς, Καρράς, Ναθαναήλ, Δασιόπουλος. Τρίτη, Πέμ., Παρ., Σαβ., Κυρ. 9.30 μ.μ. Σαβ.-Κυρ. 6.30 μ.μ. — [529, 321, 999, 369]
cinema-listing: ΠΑΓΚΡΑΤΙΟΝ (Φαρσάλων τηλ. 2281.563) Ο τοίχος του Γκιουνέι — [648, 1071, 939, 1102]
cinema-listing: ΗΛΥΣΙΑ (Ιωάννιας 22 τηλ. 8677.070) Η γυναίκα καίγεται (Α) — [327, 1215, 598, 1246]
cinema-listing: ΜΟΣΧΑΤΟ (Ηλ. Σταθμός, τηλ. 4816276) Καμικάζι αγάπη μου (Κ) — [1274, 1396, 1556, 1427]
cinema-listing: ΓΑΛΑΞΙΑΣ (Τ. Αμπελοκ. Τηλ. 7773.319) Ζιζέλ (Α) — [40, 1933, 295, 1964]
theatre-listing: ΚΕΑ (3229.889 - Κέκροπος 1 Πλάκα) «Βυσσινόκηπος» του Ν. Ζακόπουλου. Τρ. Τετ. Πεμ. Παρ. Σαβ. 9.30 μ.μ. Κυρ. 7 μ.μ. — [529, 519, 999, 551]
cinema-listing: ΚΑΜΕΛΙΑ (Αμφιάλη, 4322182) Η πανδαιστική κομπανία (Κ) — [1274, 1795, 1532, 1826]
theatre-listing: ΕΡΕΥΝΑΣ Ιλισίων 21 τηλ. 7780826. Ποταμίτης, Νομικός, Μαρτίκα, Χάρβεϊ Φέρστιν: ΕΡΩΤΙΚΗ ΤΡΙΛΟΓΙΑ (πικρή κωμωδία) Βραδ: Καθημ. πλην Δευτ. 9 μ.μ. Απογ. Τετ. (λαϊκή) 6μ.μ. και Κυρ. 6 μ.μ. Πρεμιέρα το Σάββατο. — [529, 420, 1018, 468]
cinema-listing: ΝΑΝΑ (Βουλιαγμ. Λ. 9711285) Η αγριόγατα (Α) — [327, 1853, 594, 1868]
cinema-listing: ΠΑΓΚΡΑΤΙΟΝ (τηλ. 7518.545) Ζιζέλ (Α) — [648, 1103, 876, 1118]
